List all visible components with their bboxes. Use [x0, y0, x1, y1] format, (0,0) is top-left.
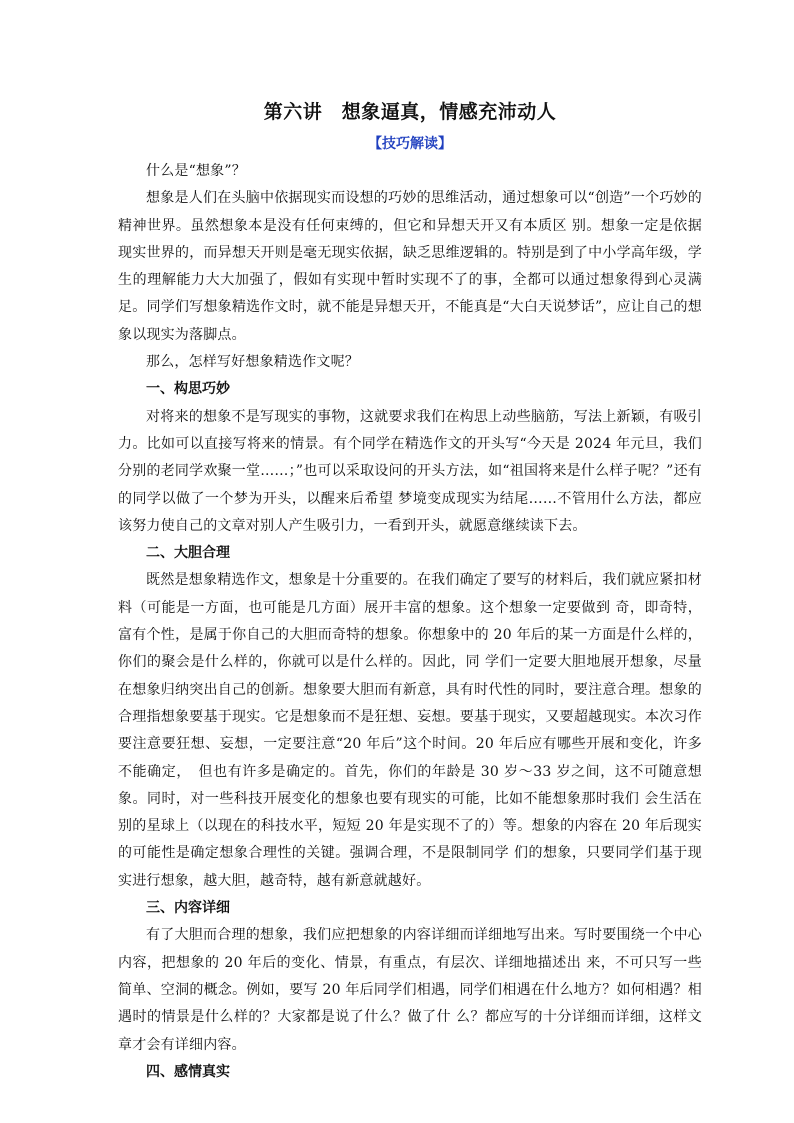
- section-heading-2: 二、大胆合理: [146, 545, 230, 562]
- section-heading-3: 三、内容详细: [146, 900, 230, 917]
- intro-definition: 想象是人们在头脑中依据现实而设想的巧妙的思维活动，通过想象可以“创造”一个巧妙的精神世界。虽然想象本是没有任何束缚的，但它和异想天开又有本质区 别。想象一定是依据现实世界的，而异想天开则是毫无现实依据，缺乏思维逻辑的。特别是到了中小学高年级，学生的理解能力大大加强了，假如有实现中暂时实现不了的事，全都可以通过想象得到心灵满足。同学们写想象精选作文时，就不能是异想天开，不能真是“大白天说梦话”，应让自己的想象以现实为落脚点。: [118, 190, 702, 343]
- section-text-2: 既然是想象精选作文，想象是十分重要的。在我们确定了要写的材料后，我们就应紧扣材料（可能是一方面，也可能是几方面）展开丰富的想象。这个想象一定要做到 奇，即奇特，富有个性，是属于你自己的大胆而奇特的想象。你想象中的 20 年后的某一方面是什么样的，你们的聚会是什么样的，你就可以是什么样的。因此，同 学们一定要大胆地展开想象，尽量在想象归纳突出自己的创新。想象要大胆而有新意，具有时代性的同时，要注意合理。想象的合理指想象要基于现实。它是想象而不是狂想、妄想。要基于现实，又要超越现实。本次习作要注意要狂想、妄想，一定要注意“20 年后”这个时间。20 年后应有哪些开展和变化，许多不能确定， 但也有许多是确定的。首先，你们的年龄是 30 岁～33 岁之间，这不可随意想象。同时，对一些科技开展变化的想象也要有现实的可能，比如不能想象那时我们 会生活在别的星球上（以现在的科技水平，短短 20 年是实现不了的）等。想象的内容在 20 年后现实的可能性是确定想象合理性的关键。强调合理，不是限制同学 们的想象，只要同学们基于现实进行想象，越大胆，越奇特，越有新意就越好。: [118, 572, 702, 889]
- section-heading-4: 四、感情真实: [146, 1063, 230, 1080]
- intro-transition: 那么，怎样写好想象精选作文呢？: [146, 354, 359, 371]
- document-content: [118, 98, 702, 1086]
- page-title: 第六讲 想象逼真，情感充沛动人: [263, 101, 557, 123]
- section-text-1: 对将来的想象不是写现实的事物，这就要求我们在构思上动些脑筋，写法上新颖，有吸引力。比如可以直接写将来的情景。有个同学在精选作文的开头写“今天是 2024 年元旦，我们分别的老同学欢聚一堂……；”也可以采取设问的开头方法，如“祖国将来是什么样子呢？”还有的同学以做了一个梦为开头，以醒来后希望 梦境变成现实为结尾……不管用什么方法，都应该努力使自己的文章对别人产生吸引力，一看到开头，就愿意继续读下去。: [118, 408, 702, 534]
- intro-question: 什么是“想象”？: [146, 163, 246, 179]
- section-subtitle: 【技巧解读】: [368, 136, 452, 152]
- section-heading-1: 一、构思巧妙: [146, 381, 230, 398]
- section-text-3: 有了大胆而合理的想象，我们应把想象的内容详细而详细地写出来。写时要围绕一个中心内容，把想象的 20 年后的变化、情景，有重点，有层次、详细地描述出 来，不可只写一些简单、空洞的概念。例如，要写 20 年后同学们相遇，同学们相遇在什么地方？如何相遇？相遇时的情景是什么样的？大家都是说了什么？做了什 么？都应写的十分详细而详细，这样文章才会有详细内容。: [118, 927, 702, 1053]
